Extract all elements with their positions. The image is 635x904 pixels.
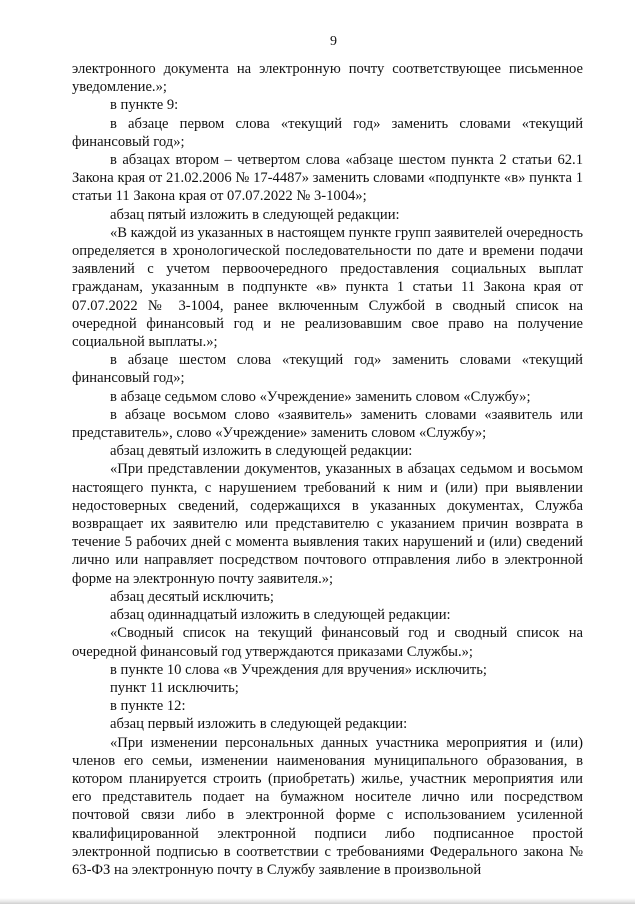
paragraph: абзац десятый исключить; <box>110 588 274 605</box>
paragraph: в пункте 9: <box>110 97 179 114</box>
paragraph: пункт 11 исключить; <box>110 679 239 696</box>
paragraph: абзац девятый изложить в следующей редакции: <box>110 443 413 460</box>
page-number: 9 <box>330 34 337 49</box>
scan-edge-artifact <box>0 898 635 904</box>
paragraph: абзац одиннадцатый изложить в следующей редакции: <box>110 607 451 624</box>
paragraph: в пункте 12: <box>110 698 186 715</box>
document-body <box>72 60 583 879</box>
paragraph: в абзаце шестом слова «текущий год» заменить словами «текущий финансовый год»; <box>72 352 583 387</box>
paragraph: «В каждой из указанных в настоящем пункте групп заявителей очередность определяется в хронологической последовательности по дате и времени подачи заявлений с учетом первоочередного предоставления социальных выплат гражданам, указанным в подпункте «в» пункта 1 статьи 11 Закона края от 07.07.2022 № 3-1004, ранее включенным Службой в сводный список на очередной финансовый год и не реализовавшим свое право на получение социальной выплаты.»; <box>72 224 584 351</box>
paragraph: «Сводный список на текущий финансовый год и сводный список на очередной финансовый год утверждаются приказами Службы.»; <box>72 625 583 660</box>
paragraph: в пункте 10 слова «в Учреждения для вручения» исключить; <box>110 661 487 678</box>
paragraph: «При представлении документов, указанных в абзацах седьмом и восьмом настоящего пункта, с нарушением требований к ним и (или) при выявлении недостоверных сведений, содержащихся в указанных документах, Служба возвращает их заявителю или представителю с указанием причин возврата в течение 5 рабочих дней с момента выявления таких нарушений и (или) сведений лично или направляет посредством почтового отправления либо в электронной форме на электронную почту заявителя.»; <box>72 461 583 587</box>
paragraph: электронного документа на электронную почту соответствующее письменное уведомление.»; <box>72 61 583 96</box>
paragraph: абзац первый изложить в следующей редакции: <box>110 716 408 733</box>
paragraph: «При изменении персональных данных участника мероприятия и (или) членов его семьи, изменении наименования муниципального образования, в котором планируется строить (приобретать) жилье, участник мероприятия или его представитель подает на бумажном носителе лично или посредством почтовой связи либо в электронной форме с использованием усиленной квалифицированной электронной подписи либо подписанное простой электронной подписью в соответствии с требованиями Федерального закона № 63-ФЗ на электронную почту в Службу заявление в произвольной <box>72 734 583 878</box>
paragraph: в абзаце седьмом слово «Учреждение» заменить словом «Службу»; <box>110 388 531 405</box>
paragraph: в абзаце первом слова «текущий год» заменить словами «текущий финансовый год»; <box>72 115 583 150</box>
paragraph: в абзаце восьмом слово «заявитель» заменить словами «заявитель или представитель», слово «Учреждение» заменить словом «Службу»; <box>72 406 583 442</box>
paragraph: в абзацах втором – четвертом слова «абзаце шестом пункта 2 статьи 62.1 Закона края от 21.02.2006 № 17-4487» заменить словами «подпункте «в» пункта 1 статьи 11 Закона края от 07.07.2022 № 3-1004»; <box>72 152 583 205</box>
paragraph: абзац пятый изложить в следующей редакции: <box>110 206 400 223</box>
